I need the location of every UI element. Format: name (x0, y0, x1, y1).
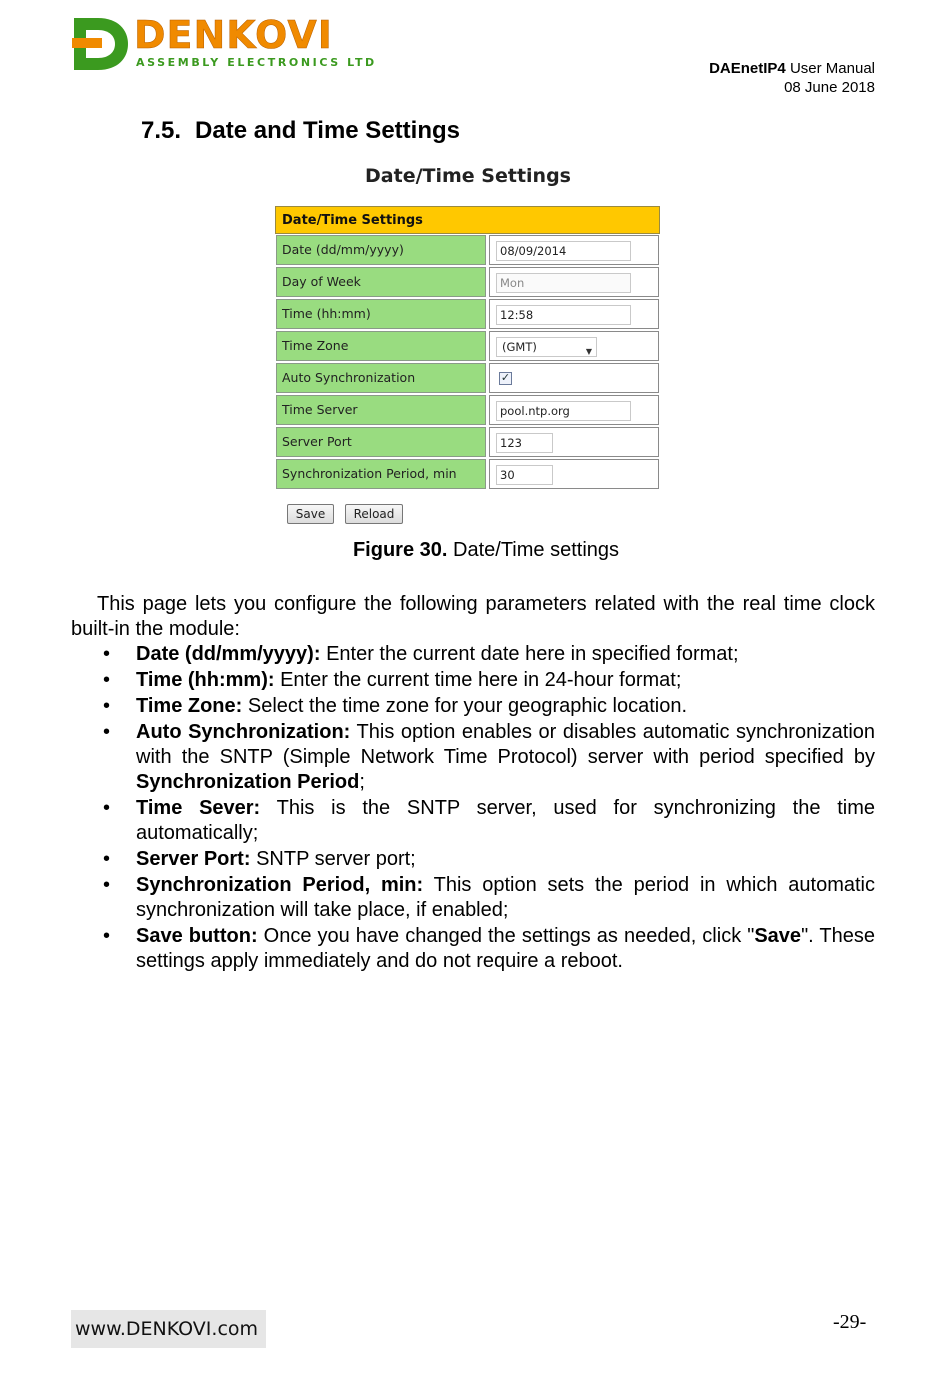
bullet-icon: • (103, 848, 111, 870)
header-doc-type: User Manual (789, 60, 875, 77)
list-item (71, 720, 875, 795)
bullet-icon: • (103, 695, 111, 717)
time-zone-select[interactable] (496, 337, 597, 357)
table-row (275, 234, 660, 266)
list-item (71, 873, 875, 923)
row-label: Time (hh:mm) (276, 299, 486, 329)
bullet-end: ". These settings apply immediately and do not require a reboot. (136, 925, 875, 972)
header-product: DAEnetIP4 (709, 60, 786, 77)
bullet-icon: • (103, 925, 111, 947)
bullet-term: Time Zone: (136, 695, 243, 717)
bullet-text: SNTP server port; (256, 848, 416, 870)
table-row (275, 298, 660, 330)
row-label: Auto Synchronization (276, 363, 486, 393)
table-row (275, 266, 660, 298)
logo-brand: DENKOVI (134, 13, 333, 57)
time-server-input[interactable]: pool.ntp.org (496, 401, 631, 421)
footer-website: www.DENKOVI.com (71, 1310, 266, 1348)
bullet-term: Synchronization Period, min: (136, 874, 424, 896)
row-label: Server Port (276, 427, 486, 457)
row-label: Time Server (276, 395, 486, 425)
bullet-term: Server Port: (136, 848, 251, 870)
chevron-down-icon: ▼ (585, 347, 592, 356)
table-row (275, 362, 660, 394)
section-title-text: Date and Time Settings (195, 117, 460, 144)
list-item (71, 847, 875, 872)
intro-paragraph: This page lets you configure the following parameters related with the real time clock built-in the module: (71, 593, 875, 640)
bullet-text: This is the SNTP server, used for synchronizing the time automatically; (136, 797, 875, 844)
bullet-end: ; (359, 771, 365, 793)
row-label: Synchronization Period, min (276, 459, 486, 489)
page-number: -29- (833, 1311, 867, 1333)
figure-text: Date/Time settings (453, 539, 620, 561)
bullet-bold-tail: Save (754, 925, 802, 947)
screenshot-title: Date/Time Settings (365, 165, 571, 187)
bullet-text: This option sets the period in which automatic synchronization will take place, if enabled; (136, 874, 875, 921)
bullet-icon: • (103, 797, 111, 819)
table-row (275, 458, 660, 490)
denkovi-logo (72, 13, 377, 74)
bullet-text: This option enables or disables automatic synchronization with the SNTP (Simple Network Time Protocol) server with period specified by (136, 721, 876, 768)
table-row (275, 426, 660, 458)
logo-d-icon (72, 16, 130, 72)
reload-button[interactable]: Reload (345, 504, 403, 524)
figure-label: Figure 30. (352, 539, 448, 561)
row-label: Date (dd/mm/yyyy) (276, 235, 486, 265)
document-header (709, 59, 875, 97)
bullet-term: Time Sever: (136, 797, 261, 819)
day-of-week-input: Mon (496, 273, 631, 293)
header-date: 08 June 2018 (784, 79, 875, 96)
server-port-input[interactable]: 123 (496, 433, 553, 453)
bullet-icon: • (103, 643, 111, 665)
time-zone-value: (GMT) (502, 340, 537, 354)
auto-sync-checkbox[interactable]: ✓ (500, 372, 511, 384)
table-row (275, 394, 660, 426)
bullet-text: Enter the current date here in specified format; (326, 643, 739, 665)
list-item (71, 924, 875, 974)
logo-tagline: ASSEMBLY ELECTRONICS LTD (136, 56, 377, 69)
table-row (275, 330, 660, 362)
list-item (71, 796, 875, 846)
date-input[interactable]: 08/09/2014 (496, 241, 631, 261)
section-title (141, 117, 460, 145)
bullet-icon: • (103, 721, 111, 743)
time-input[interactable]: 12:58 (496, 305, 631, 325)
parameter-list (71, 642, 875, 975)
section-number: 7.5. (141, 117, 182, 144)
bullet-text: Select the time zone for your geographic location. (247, 695, 688, 717)
datetime-settings-table (275, 206, 660, 490)
bullet-text: Enter the current time here in 24-hour format; (280, 669, 682, 691)
figure-caption (0, 539, 950, 562)
bullet-term: Date (dd/mm/yyyy): (136, 643, 321, 665)
sync-period-input[interactable]: 30 (496, 465, 553, 485)
save-button[interactable]: Save (287, 504, 334, 524)
table-header: Date/Time Settings (275, 206, 660, 234)
bullet-icon: • (103, 669, 111, 691)
bullet-icon: • (103, 874, 111, 896)
list-item (71, 642, 875, 667)
list-item (71, 668, 875, 693)
bullet-bold-tail: Synchronization Period (136, 771, 360, 793)
row-label: Time Zone (276, 331, 486, 361)
list-item (71, 694, 875, 719)
bullet-term: Auto Synchronization: (136, 721, 351, 743)
row-label: Day of Week (276, 267, 486, 297)
bullet-term: Save button: (136, 925, 258, 947)
bullet-text: Once you have changed the settings as needed, click " (263, 925, 755, 947)
bullet-term: Time (hh:mm): (136, 669, 275, 691)
